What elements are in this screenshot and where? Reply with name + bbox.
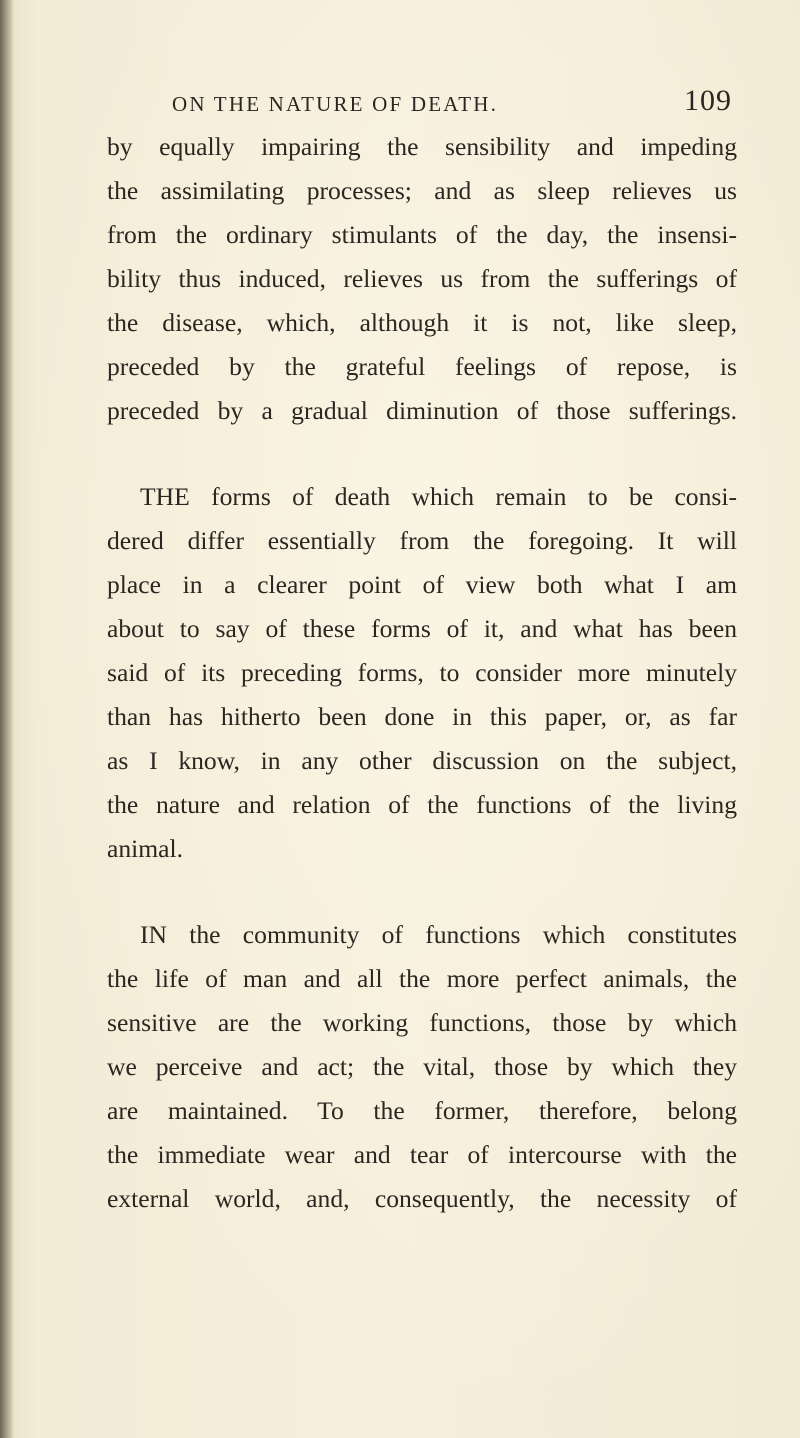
text-line: as I know, in any other discussion on the subject, xyxy=(107,746,737,775)
text-line: from the ordinary stimulants of the day, the insensi- xyxy=(107,220,737,249)
paragraph-2 xyxy=(107,475,737,871)
text-line: bility thus induced, relieves us from the sufferings of xyxy=(107,264,737,293)
text-line: THE forms of death which remain to be consi- xyxy=(140,482,737,511)
text-line: sensitive are the working functions, those by which xyxy=(107,1008,737,1037)
text-line: place in a clearer point of view both what I am xyxy=(107,570,737,599)
text-line: are maintained. To the former, therefore, belong xyxy=(107,1096,737,1125)
page-number: 109 xyxy=(684,84,732,117)
page-gutter xyxy=(0,0,14,1438)
text-line: the life of man and all the more perfect animals, the xyxy=(107,964,737,993)
paragraph-1 xyxy=(107,125,737,433)
paragraph-gap xyxy=(107,871,737,913)
text-line: the assimilating processes; and as sleep relieves us xyxy=(107,176,737,205)
text-line: about to say of these forms of it, and what has been xyxy=(107,614,737,643)
text-line: the immediate wear and tear of intercourse with the xyxy=(107,1140,737,1169)
text-line: the nature and relation of the functions of the living xyxy=(107,790,737,819)
running-head xyxy=(172,84,732,124)
text-line: the disease, which, although it is not, like sleep, xyxy=(107,308,737,337)
text-line: said of its preceding forms, to consider more minutely xyxy=(107,658,737,687)
text-line: external world, and, consequently, the necessity of xyxy=(107,1184,737,1213)
text-line: than has hitherto been done in this paper, or, as far xyxy=(107,702,737,731)
running-title: ON THE NATURE OF DEATH. xyxy=(172,92,499,116)
text-line: IN the community of functions which constitutes xyxy=(140,920,737,949)
text-line: by equally impairing the sensibility and impeding xyxy=(107,132,737,161)
text-line: preceded by the grateful feelings of repose, is xyxy=(107,352,737,381)
paragraph-3 xyxy=(107,913,737,1221)
body-text xyxy=(107,125,737,1221)
paragraph-gap xyxy=(107,433,737,475)
text-line: we perceive and act; the vital, those by which they xyxy=(107,1052,737,1081)
text-line: preceded by a gradual diminution of those sufferings. xyxy=(107,396,737,425)
text-line: animal. xyxy=(107,834,184,863)
text-line: dered differ essentially from the foregoing. It will xyxy=(107,526,737,555)
